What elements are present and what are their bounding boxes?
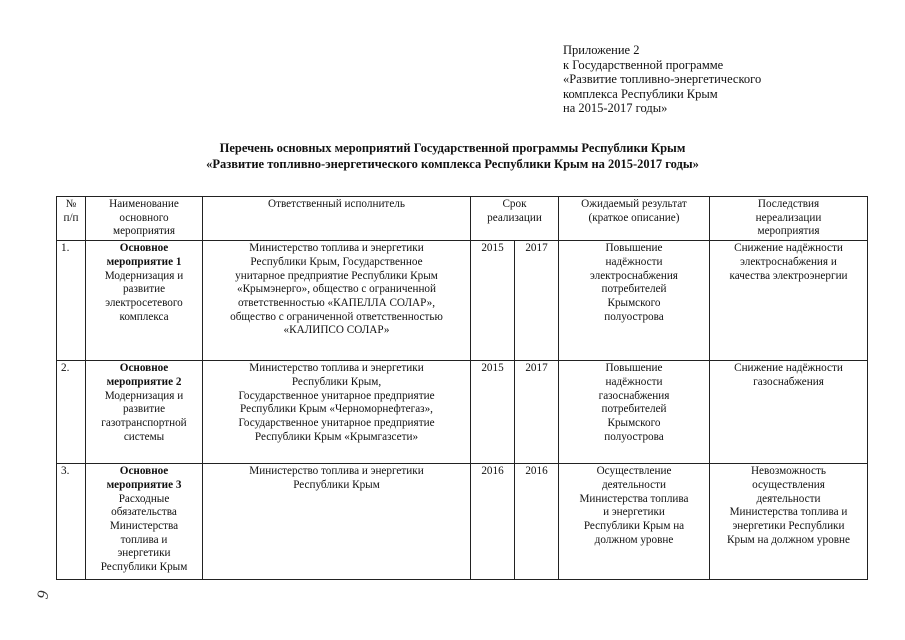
executor-line: Республики Крым «Крымгазсети»	[254, 430, 419, 443]
header-text: основного	[119, 211, 169, 224]
consequence-line: Крым на должном уровне	[727, 533, 850, 546]
consequence-line: энергетики Республики	[732, 519, 845, 532]
executor-line: Республики Крым,	[291, 375, 382, 388]
executor-line: унитарное предприятие Республики Крым	[235, 269, 438, 282]
row-name-line: комплекса	[119, 310, 169, 323]
executor-line: Республики Крым «Черноморнефтегаз»,	[240, 403, 433, 416]
result-line: надёжности	[605, 255, 663, 268]
row-start-year: 2015	[471, 361, 515, 464]
table-row	[57, 464, 868, 580]
row-end-year: 2016	[515, 464, 559, 580]
executor-line: ответственностью «КАПЕЛЛА СОЛАР»,	[237, 296, 436, 309]
row-number: 2.	[57, 361, 86, 464]
appendix-line: к Государственной программе	[563, 57, 724, 72]
header-period	[471, 197, 559, 241]
table-row	[57, 361, 868, 464]
row-name-line: Модернизация и	[104, 269, 184, 282]
row-end-year: 2017	[515, 241, 559, 361]
consequence-line: газоснабжения	[753, 375, 824, 388]
result-line: потребителей	[601, 403, 667, 416]
header-text: реализации	[487, 211, 542, 224]
result-line: полуострова	[604, 310, 664, 323]
header-executor	[203, 197, 471, 241]
result-line: газоснабжения	[598, 389, 670, 402]
row-consequences	[710, 464, 868, 580]
header-text: Последствия	[757, 198, 820, 210]
row-name-line: развитие	[122, 283, 166, 296]
row-name-line: системы	[123, 430, 165, 443]
header-text: нереализации	[755, 211, 822, 224]
appendix-line: на 2015-2017 годы»	[563, 101, 668, 116]
row-name-bold: Основное	[119, 465, 169, 478]
header-text: Ожидаемый результат	[581, 198, 687, 210]
row-name-bold: мероприятие 2	[106, 375, 182, 388]
row-start-year: 2016	[471, 464, 515, 580]
result-line: Осуществление	[596, 465, 672, 478]
header-text: п/п	[63, 211, 79, 224]
header-text: мероприятия	[113, 225, 175, 238]
row-name-line: Расходные	[118, 492, 170, 505]
title-line-2: «Развитие топливно-энергетического комплекса Республики Крым на 2015-2017 годы»	[206, 156, 699, 171]
result-line: электроснабжения	[590, 269, 678, 282]
result-line: должном уровне	[594, 533, 674, 546]
executor-line: Республики Крым	[293, 478, 380, 491]
row-consequences	[710, 241, 868, 361]
row-executor	[203, 464, 471, 580]
executor-line: Республики Крым, Государственное	[250, 255, 423, 268]
row-name-bold: мероприятие 3	[106, 478, 182, 491]
document-title	[0, 141, 905, 172]
executor-line: общество с ограниченной ответственностью	[230, 310, 443, 323]
row-name	[86, 464, 203, 580]
row-executor	[203, 241, 471, 361]
header-text: Наименование	[109, 198, 179, 210]
consequence-line: Министерства топлива и	[729, 506, 848, 519]
appendix-line: комплекса Республики Крым	[563, 86, 718, 101]
title-line-1: Перечень основных мероприятий Государственной программы Республики Крым	[219, 141, 686, 155]
result-line: потребителей	[601, 283, 667, 296]
result-line: и энергетики	[603, 506, 665, 519]
consequence-line: осуществления	[752, 478, 825, 491]
consequence-line: деятельности	[756, 492, 821, 505]
row-result	[559, 361, 710, 464]
row-name-line: энергетики	[117, 547, 171, 560]
margin-page-mark: 9	[34, 589, 53, 601]
row-consequences	[710, 361, 868, 464]
table-row	[57, 241, 868, 361]
header-number	[57, 197, 86, 241]
row-name-line: развитие	[122, 403, 166, 416]
row-name-bold: Основное	[119, 362, 169, 375]
consequence-line: Снижение надёжности	[734, 362, 843, 375]
result-line: Повышение	[605, 362, 663, 375]
executor-line: «Крымэнерго», общество с ограниченной	[236, 283, 437, 296]
measures-table	[56, 196, 868, 580]
executor-line: «КАЛИПСО СОЛАР»	[283, 324, 390, 337]
appendix-note	[563, 43, 761, 116]
row-end-year: 2017	[515, 361, 559, 464]
executor-line: Государственное унитарное предприятие	[238, 389, 435, 402]
result-line: Республики Крым на	[583, 519, 685, 532]
row-number: 1.	[57, 241, 86, 361]
header-result	[559, 197, 710, 241]
executor-line: Министерство топлива и энергетики	[249, 465, 424, 478]
row-name-line: Республики Крым	[100, 561, 188, 574]
consequence-line: качества электроэнергии	[729, 269, 848, 282]
row-start-year: 2015	[471, 241, 515, 361]
table-header-row	[57, 197, 868, 241]
row-name-bold: мероприятие 1	[106, 255, 182, 268]
header-text: Ответственный исполнитель	[268, 198, 405, 210]
consequence-line: электроснабжения и	[740, 255, 837, 268]
row-name-line: электросетевого	[105, 296, 183, 309]
result-line: Министерства топлива	[579, 492, 689, 505]
row-number: 3.	[57, 464, 86, 580]
result-line: деятельности	[601, 478, 667, 491]
row-name-line: Министерства	[109, 519, 179, 532]
header-consequences	[710, 197, 868, 241]
header-text: №	[65, 198, 77, 210]
result-line: надёжности	[605, 375, 663, 388]
row-result	[559, 464, 710, 580]
row-result	[559, 241, 710, 361]
result-line: Повышение	[605, 242, 663, 255]
row-name-line: обязательства	[111, 506, 177, 519]
row-name-line: газотранспортной	[101, 416, 187, 429]
row-name	[86, 361, 203, 464]
executor-line: Министерство топлива и энергетики	[249, 242, 424, 255]
result-line: Крымского	[607, 416, 661, 429]
row-executor	[203, 361, 471, 464]
executor-line: Государственное унитарное предприятие	[238, 416, 435, 429]
executor-line: Министерство топлива и энергетики	[249, 362, 424, 375]
result-line: полуострова	[604, 430, 664, 443]
consequence-line: Невозможность	[750, 465, 827, 478]
row-name-bold: Основное	[119, 242, 169, 255]
appendix-line: Приложение 2	[563, 43, 640, 57]
result-line: Крымского	[607, 296, 661, 309]
header-name	[86, 197, 203, 241]
consequence-line: Снижение надёжности	[734, 242, 843, 255]
header-text: (краткое описание)	[588, 211, 680, 224]
header-text: Срок	[502, 198, 527, 210]
row-name-line: топлива и	[120, 533, 168, 546]
row-name	[86, 241, 203, 361]
row-name-line: Модернизация и	[104, 389, 184, 402]
appendix-line: «Развитие топливно-энергетического	[563, 72, 762, 87]
header-text: мероприятия	[757, 225, 820, 238]
